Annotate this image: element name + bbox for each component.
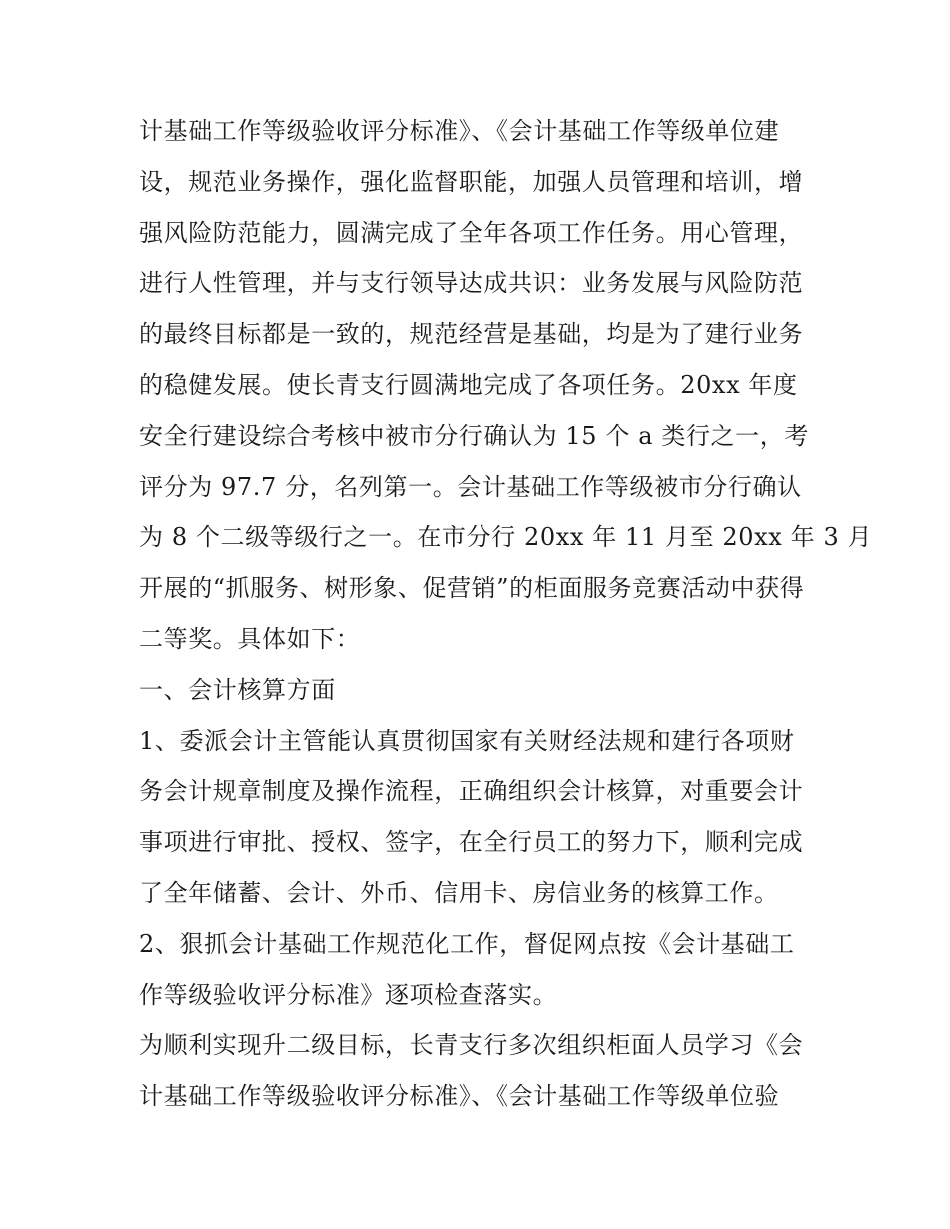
text-line: 安全行建设综合考核中被市分行确认为 15 个 a 类行之一，考 xyxy=(139,421,809,450)
text-line: 1、委派会计主管能认真贯彻国家有关财经法规和建行各项财 xyxy=(139,726,795,755)
document-body xyxy=(139,111,873,1127)
text-line: 计基础工作等级验收评分标准》、《会计基础工作等级单位验 xyxy=(139,1082,780,1111)
text-line: 2、狠抓会计基础工作规范化工作，督促网点按《会计基础工 xyxy=(139,929,795,958)
text-line: 评分为 97.7 分，名列第一。会计基础工作等级被市分行确认 xyxy=(139,472,802,501)
text-line: 务会计规章制度及操作流程，正确组织会计核算，对重要会计 xyxy=(139,777,804,806)
text-line: 为 8 个二级等级行之一。在市分行 20xx 年 11 月至 20xx 年 3 月 xyxy=(139,523,873,552)
text-line: 为顺利实现升二级目标，长青支行多次组织柜面人员学习《会 xyxy=(139,1031,804,1060)
text-line: 事项进行审批、授权、签字，在全行员工的努力下，顺利完成 xyxy=(139,828,804,857)
text-line: 的最终目标都是一致的，规范经营是基础，均是为了建行业务 xyxy=(139,320,804,349)
text-line: 作等级验收评分标准》逐项检查落实。 xyxy=(139,980,558,1009)
text-line: 了全年储蓄、会计、外币、信用卡、房信业务的核算工作。 xyxy=(139,878,779,907)
text-line: 进行人性管理，并与支行领导达成共识：业务发展与风险防范 xyxy=(139,269,804,298)
text-line: 计基础工作等级验收评分标准》、《会计基础工作等级单位建 xyxy=(139,117,780,145)
text-line: 设，规范业务操作，强化监督职能，加强人员管理和培训，增 xyxy=(139,167,804,196)
text-line: 强风险防范能力，圆满完成了全年各项工作任务。用心管理， xyxy=(139,218,804,247)
text-line: 的稳健发展。使长青支行圆满地完成了各项任务。20xx 年度 xyxy=(139,370,798,399)
section-heading: 一、会计核算方面 xyxy=(139,675,336,704)
text-line: 二等奖。具体如下： xyxy=(139,624,361,653)
text-line: 开展的“抓服务、树形象、促营销”的柜面服务竞赛活动中获得 xyxy=(139,574,805,603)
